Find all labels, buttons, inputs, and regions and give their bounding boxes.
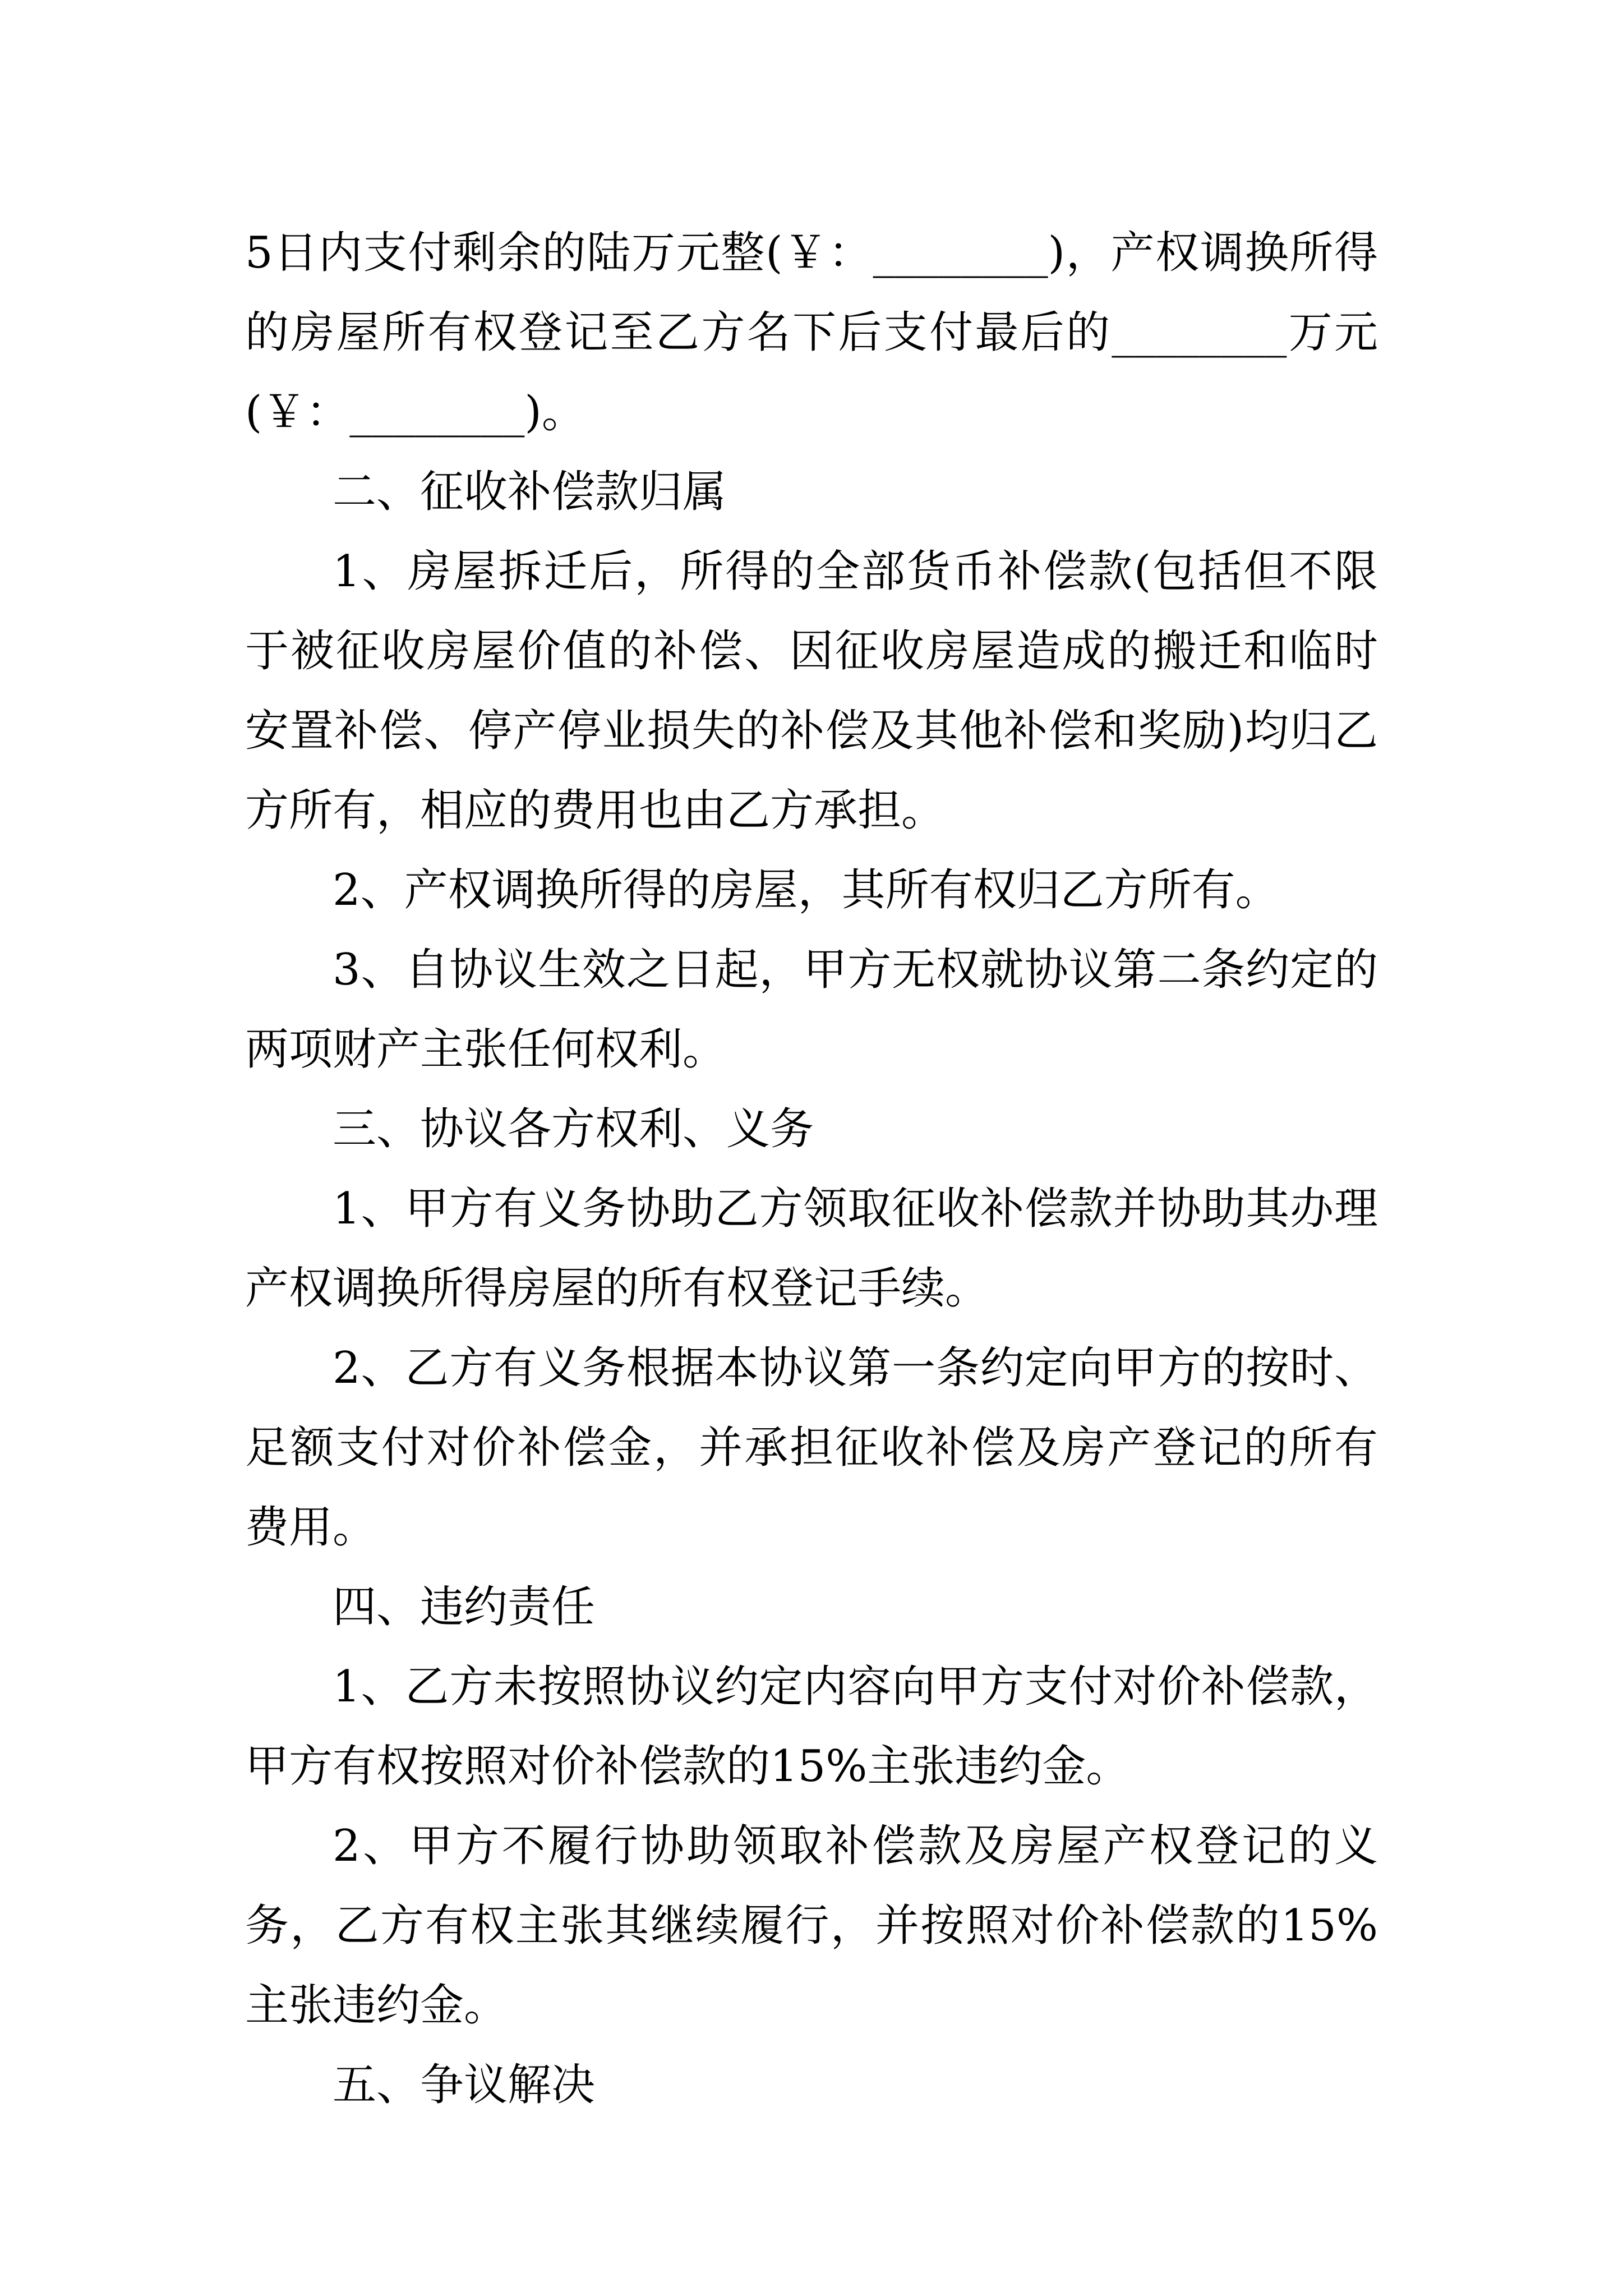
section-heading-compensation-ownership: 二、征收补偿款归属 (333, 467, 727, 517)
paragraph-clause-4-1: 1、乙方未按照协议约定内容向甲方支付对价补偿款，甲方有权按照对价补偿款的15%主张违约金。 (245, 1662, 1378, 1792)
paragraph-clause-4-2: 2、甲方不履行协助领取补偿款及房屋产权登记的义务，乙方有权主张其继续履行，并按照对价补偿款的15%主张违约金。 (245, 1821, 1378, 2031)
paragraph-clause-2-1: 1、房屋拆迁后，所得的全部货币补偿款(包括但不限于被征收房屋价值的补偿、因征收房屋造成的搬迁和临时安置补偿、停产停业损失的补偿及其他补偿和奖励)均归乙方所有，相应的费用也由乙方承担。 (245, 546, 1378, 836)
paragraph-clause-2-3: 3、自协议生效之日起，甲方无权就协议第二条约定的两项财产主张任何权利。 (245, 945, 1378, 1075)
document-body (245, 213, 1378, 2125)
section-heading-breach-liability: 四、违约责任 (333, 1582, 596, 1632)
paragraph-clause-2-2: 2、产权调换所得的房屋，其所有权归乙方所有。 (333, 865, 1279, 915)
paragraph-clause-3-1: 1、甲方有义务协助乙方领取征收补偿款并协助其办理产权调换所得房屋的所有权登记手续。 (245, 1184, 1378, 1314)
section-heading-rights-obligations: 三、协议各方权利、义务 (333, 1104, 814, 1154)
paragraph-clause-3-2: 2、乙方有义务根据本协议第一条约定向甲方的按时、足额支付对价补偿金，并承担征收补偿及房产登记的所有费用。 (245, 1343, 1378, 1553)
section-heading-dispute-resolution: 五、争议解决 (333, 2060, 596, 2110)
paragraph-payment-continuation: 5日内支付剩余的陆万元整(￥：________)，产权调换所得的房屋所有权登记至乙方名下后支付最后的________万元(￥：________)。 (245, 228, 1378, 438)
